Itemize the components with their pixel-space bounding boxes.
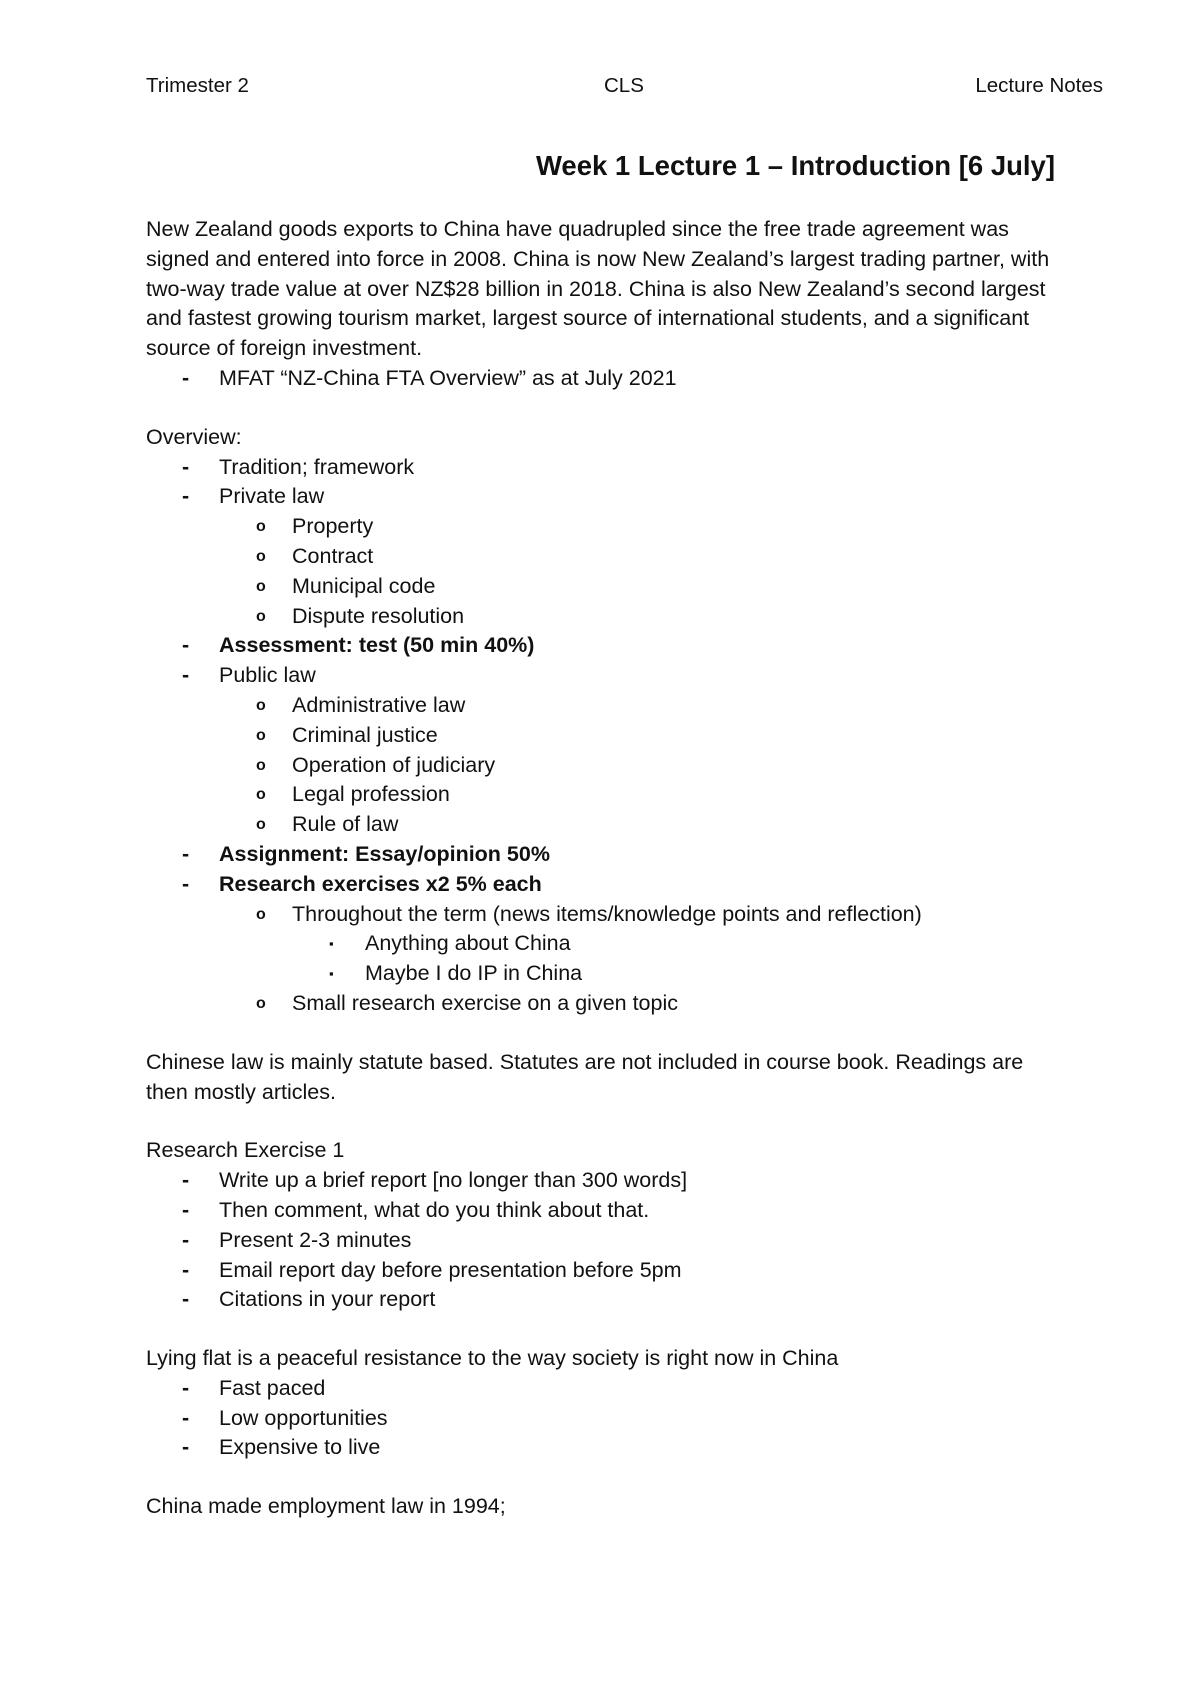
list-item-text: Contract [292, 543, 374, 568]
list-item-text: Assignment: Essay/opinion 50% [219, 841, 550, 866]
list-item [146, 959, 1066, 989]
list-item [146, 840, 1066, 870]
list-item-text: Dispute resolution [292, 603, 465, 628]
list-item [146, 1256, 1066, 1286]
list-item-text: Criminal justice [292, 722, 438, 747]
dash-bullet: - [182, 871, 190, 896]
circle-bullet-icon: o [256, 577, 266, 595]
list-item [146, 691, 1066, 721]
list-item [146, 1404, 1066, 1434]
list-item-text: Present 2-3 minutes [219, 1227, 412, 1252]
circle-bullet-icon: o [256, 518, 266, 536]
dash-bullet: - [182, 1257, 190, 1282]
list-item-text: Tradition; framework [219, 454, 415, 479]
source-citation: MFAT “NZ-China FTA Overview” as at July 2021 [219, 365, 677, 390]
list-item [146, 870, 1066, 900]
list-item [146, 1285, 1066, 1315]
header-doc-type: Lecture Notes [975, 74, 1103, 97]
circle-bullet-icon: o [256, 994, 266, 1012]
dash-bullet: - [182, 1168, 190, 1193]
list-item [146, 1374, 1066, 1404]
circle-bullet-icon: o [256, 816, 266, 834]
dash-bullet: - [182, 1405, 190, 1430]
circle-bullet-icon: o [256, 696, 266, 714]
list-item [146, 661, 1066, 691]
list-item-text: Maybe I do IP in China [365, 961, 583, 986]
overview-heading: Overview: [146, 424, 242, 449]
list-item [146, 780, 1066, 810]
dash-bullet: - [182, 1197, 190, 1222]
dash-bullet: - [182, 484, 190, 509]
dash-bullet: - [182, 633, 190, 658]
list-item [146, 364, 1066, 394]
list-item-text: Municipal code [292, 573, 436, 598]
list-item-text: Operation of judiciary [292, 752, 496, 777]
circle-bullet-icon: o [256, 756, 266, 774]
intro-paragraph: New Zealand goods exports to China have quadrupled since the free trade agreement was signed and entered into force in 2008. China is now New Zealand’s largest trading partner, with two-way trade value at over NZ$28 billion in 2018. China is also New Zealand’s second largest and fastest growing tourism market, largest source of international students, and a significant source of foreign investment. [146, 217, 1050, 361]
list-item [146, 721, 1066, 751]
list-item [146, 602, 1066, 632]
list-item [146, 572, 1066, 602]
list-item [146, 631, 1066, 661]
list-item-text: Expensive to live [219, 1435, 381, 1460]
list-item-text: Email report day before presentation before 5pm [219, 1257, 682, 1282]
list-item [146, 482, 1066, 512]
overview-list [146, 453, 1066, 1019]
employment-law-line: China made employment law in 1994; [146, 1494, 506, 1519]
list-item-text: Assessment: test (50 min 40%) [219, 633, 535, 658]
statute-paragraph: Chinese law is mainly statute based. Statutes are not included in course book. Readings are then mostly articles. [146, 1049, 1024, 1104]
list-item-text: Small research exercise on a given topic [292, 990, 678, 1015]
list-item [146, 989, 1066, 1019]
list-item-text: Throughout the term (news items/knowledge points and reflection) [292, 901, 922, 926]
list-item [146, 751, 1066, 781]
dash-bullet: - [182, 841, 190, 866]
list-item-text: Low opportunities [219, 1405, 388, 1430]
circle-bullet-icon: o [256, 786, 266, 804]
document-body [146, 215, 1066, 1522]
dash-bullet: - [182, 1375, 190, 1400]
dash-bullet: - [182, 1435, 190, 1460]
circle-bullet-icon: o [256, 607, 266, 625]
list-item-text: Administrative law [292, 692, 466, 717]
header-trimester: Trimester 2 [146, 74, 249, 97]
dash-bullet: - [182, 454, 190, 479]
list-item-text: Research exercises x2 5% each [219, 871, 542, 896]
lying-flat-list [146, 1374, 1066, 1463]
lying-flat-heading: Lying flat is a peaceful resistance to the way society is right now in China [146, 1346, 839, 1371]
list-item-text: Write up a brief report [no longer than 300 words] [219, 1168, 688, 1193]
list-item-text: Public law [219, 663, 316, 688]
list-item-text: Then comment, what do you think about that. [219, 1197, 650, 1222]
list-item [146, 542, 1066, 572]
circle-bullet-icon: o [256, 905, 266, 923]
circle-bullet-icon: o [256, 547, 266, 565]
dash-bullet: - [182, 1287, 190, 1312]
list-item [146, 1226, 1066, 1256]
header-course: CLS [604, 74, 644, 97]
square-bullet-icon: ▪ [329, 936, 334, 952]
list-item-text: Private law [219, 484, 325, 509]
dash-bullet: - [182, 365, 190, 390]
list-item-text: Rule of law [292, 812, 399, 837]
list-item [146, 1196, 1066, 1226]
research-heading: Research Exercise 1 [146, 1138, 345, 1163]
list-item-text: Property [292, 514, 374, 539]
page-title: Week 1 Lecture 1 – Introduction [6 July] [535, 150, 1055, 181]
list-item [146, 453, 1066, 483]
list-item-text: Legal profession [292, 782, 450, 807]
list-item [146, 900, 1066, 930]
list-item [146, 1433, 1066, 1463]
list-item [146, 1166, 1066, 1196]
research-list [146, 1166, 1066, 1315]
list-item [146, 810, 1066, 840]
list-item-text: Fast paced [219, 1375, 326, 1400]
list-item-text: Anything about China [365, 931, 571, 956]
square-bullet-icon: ▪ [329, 966, 334, 982]
dash-bullet: - [182, 663, 190, 688]
circle-bullet-icon: o [256, 726, 266, 744]
list-item [146, 929, 1066, 959]
list-item [146, 512, 1066, 542]
dash-bullet: - [182, 1227, 190, 1252]
list-item-text: Citations in your report [219, 1287, 436, 1312]
intro-source-list [146, 364, 1066, 394]
